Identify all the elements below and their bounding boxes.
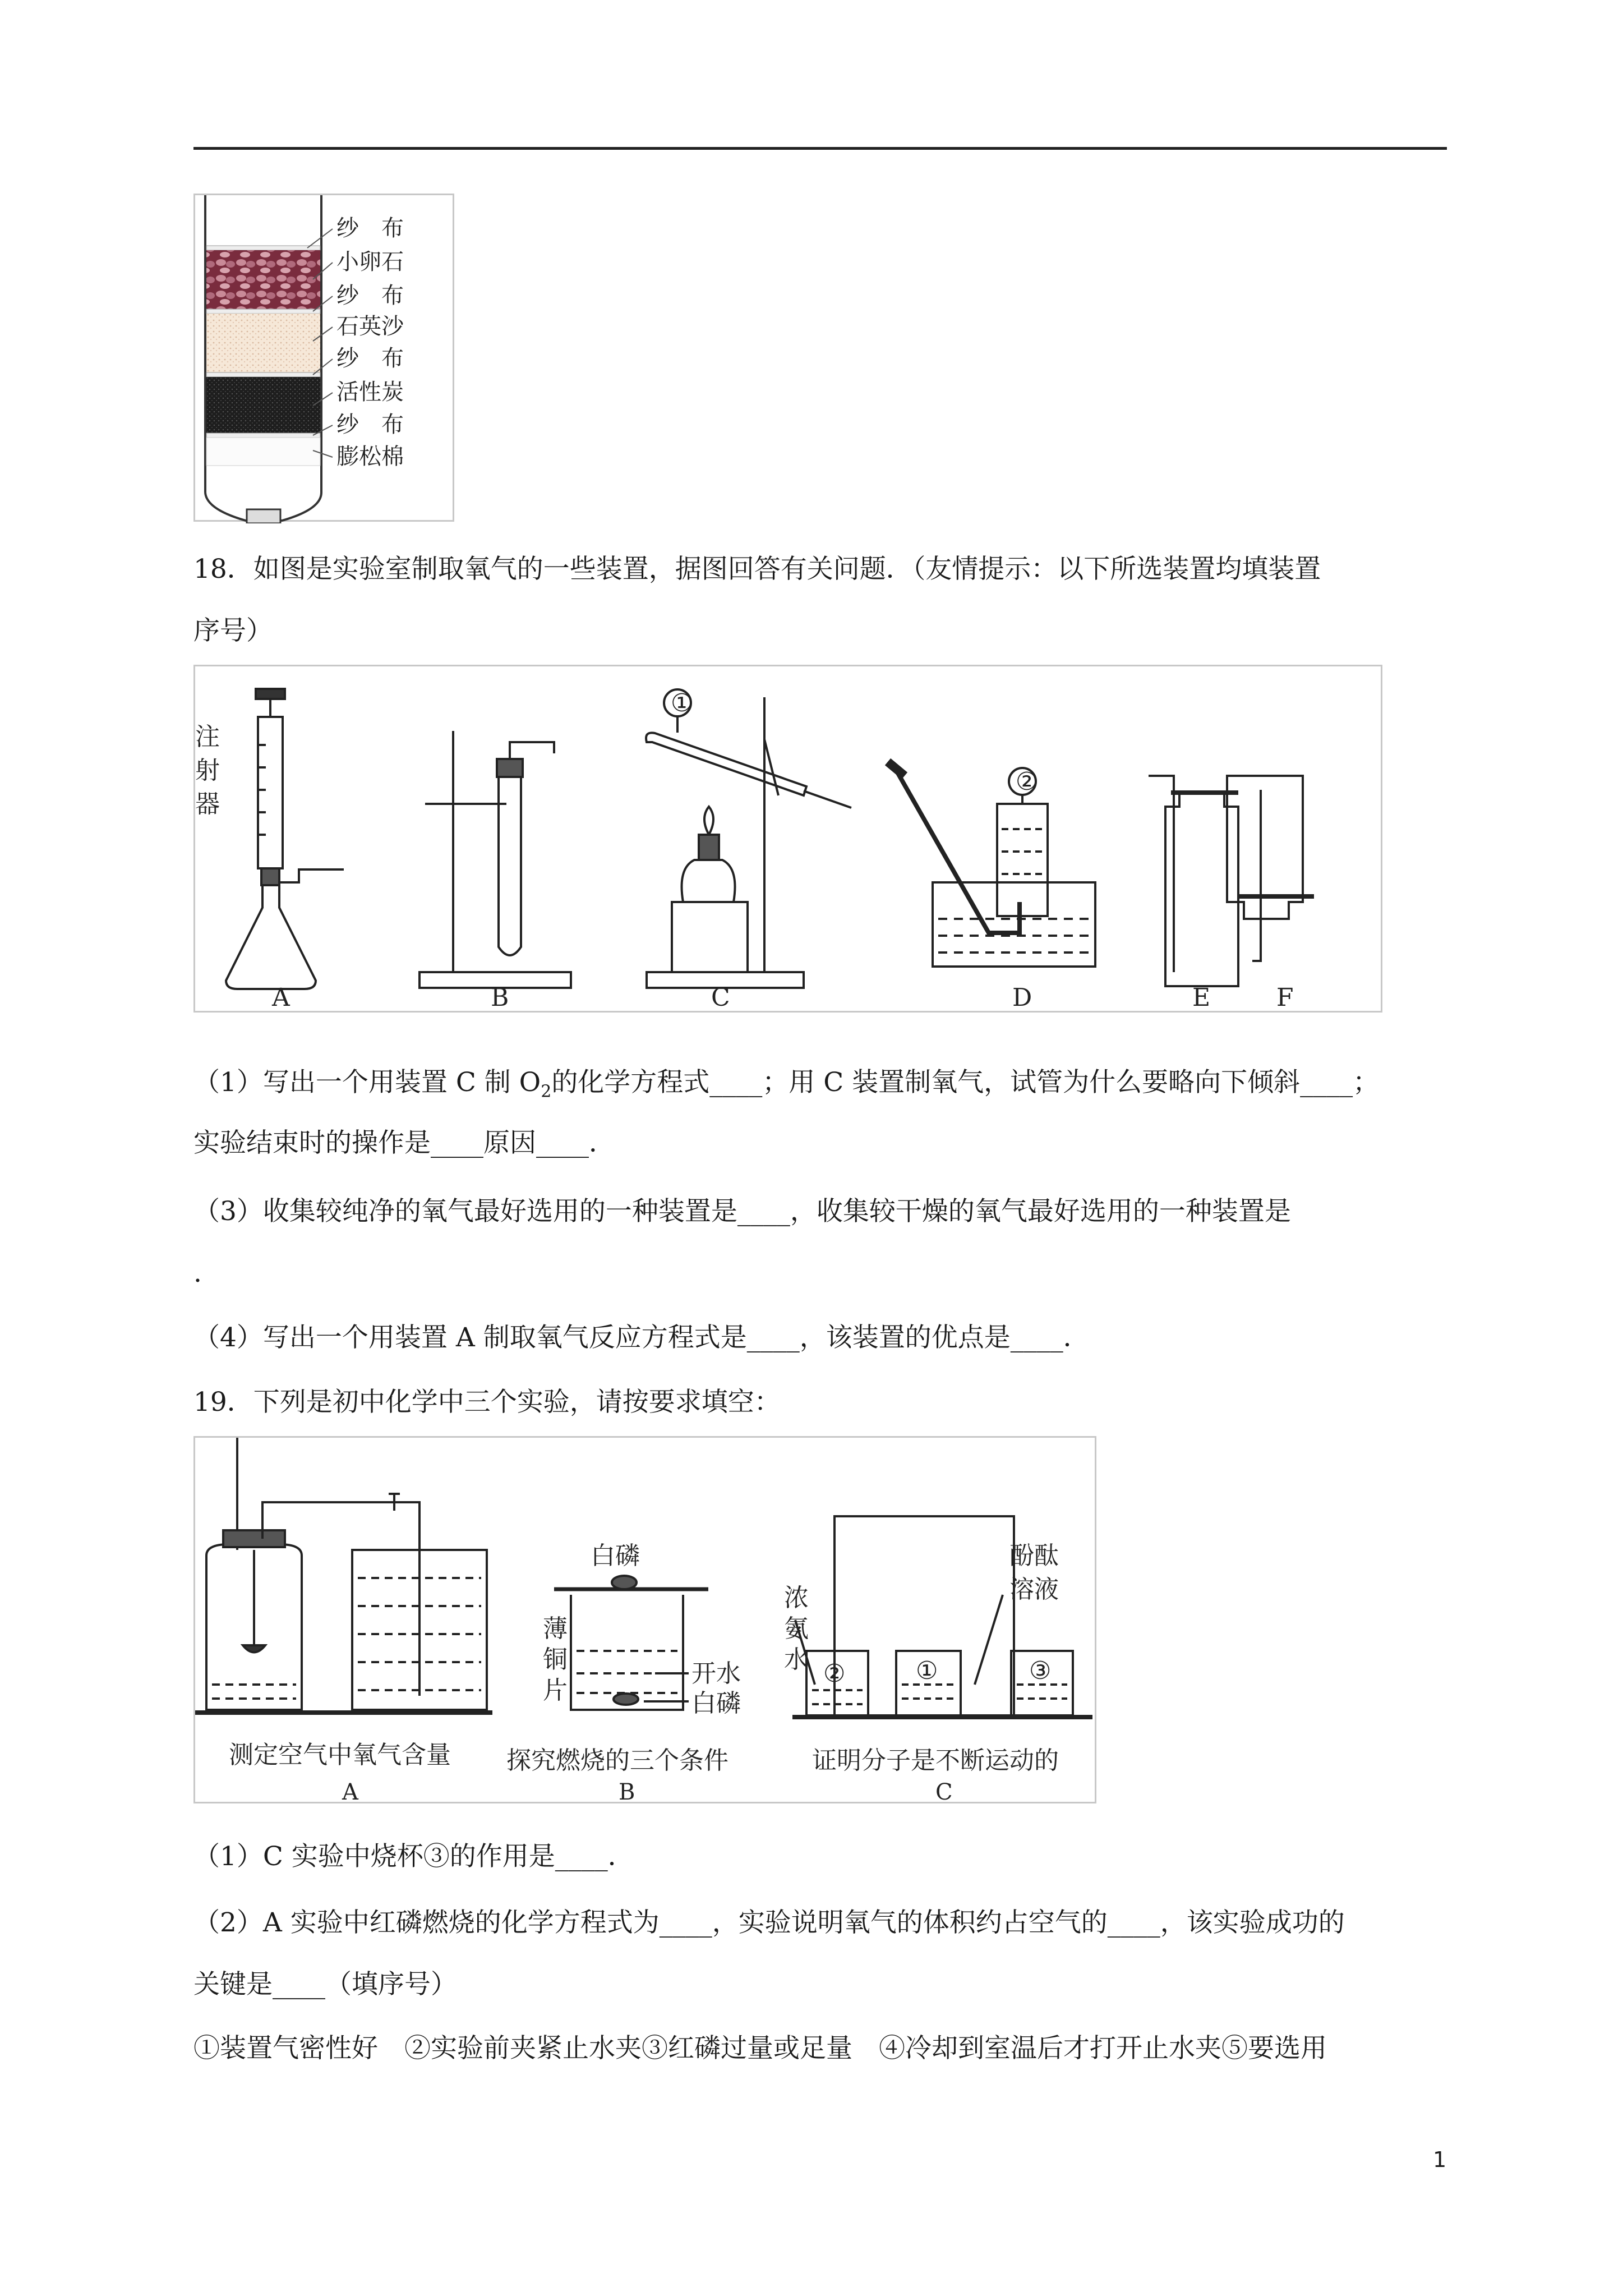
apparatus-letter-c: C bbox=[711, 983, 730, 1012]
apparatus-letter-f: F bbox=[1276, 983, 1294, 1012]
filter-label: 纱 布 bbox=[336, 283, 404, 309]
apparatus-letter-a: A bbox=[272, 983, 290, 1012]
b-white-phosphorus-bottom: 白磷 bbox=[691, 1689, 741, 1718]
page-number: 1 bbox=[1433, 2147, 1447, 2172]
c-ammonia-char: 氨 bbox=[784, 1614, 809, 1643]
q18-sub3-line1: （3）收集较纯净的氧气最好选用的一种装置是____，收集较干燥的氧气最好选用的一种装置是 bbox=[193, 1196, 1291, 1227]
apparatus-letter-e: E bbox=[1192, 983, 1211, 1012]
c-ammonia-char: 水 bbox=[784, 1645, 809, 1674]
q19-title: 19．下列是初中化学中三个实验，请按要求填空： bbox=[193, 1387, 781, 1418]
c-phenolphthalein-line: 酚酞 bbox=[1009, 1542, 1059, 1570]
syringe-label-char: 器 bbox=[195, 790, 220, 818]
c-ammonia-char: 浓 bbox=[784, 1584, 809, 1612]
q18-sub3-line2: . bbox=[193, 1258, 202, 1289]
b-hot-water-label: 开水 bbox=[691, 1659, 741, 1688]
q19-options: ①装置气密性好 ②实验前夹紧止水夹③红磷过量或足量 ④冷却到室温后才打开止水夹⑤要选用 bbox=[193, 2033, 1327, 2064]
syringe-label-char: 注 bbox=[195, 723, 220, 751]
c-beaker-mark: ③ bbox=[1029, 1657, 1052, 1685]
c-beaker-mark: ① bbox=[916, 1657, 938, 1685]
b-copper-char: 薄 bbox=[543, 1614, 568, 1643]
caption-c: 证明分子是不断运动的 bbox=[812, 1746, 1059, 1775]
apparatus-letter-d: D bbox=[1012, 983, 1032, 1012]
q18-line2: 序号） bbox=[193, 615, 273, 646]
experiment-letter-b: B bbox=[619, 1779, 635, 1805]
q19-sub2-line1: （2）A 实验中红磷燃烧的化学方程式为____，实验说明氧气的体积约占空气的____，该实验成功的 bbox=[193, 1907, 1345, 1938]
filter-label: 纱 布 bbox=[336, 215, 404, 241]
experiment-letter-c: C bbox=[935, 1779, 953, 1805]
mark-circle-1: ① bbox=[671, 689, 693, 717]
q19-sub2-line2: 关键是____（填序号） bbox=[193, 1969, 457, 2000]
filter-label: 纱 布 bbox=[336, 346, 404, 371]
experiment-letter-a: A bbox=[342, 1779, 358, 1805]
q18-sub1-line1 bbox=[193, 1066, 1379, 1108]
caption-b: 探究燃烧的三个条件 bbox=[506, 1746, 728, 1775]
q19-sub1: （1）C 实验中烧杯③的作用是____． bbox=[193, 1841, 634, 1872]
b-white-phosphorus-top: 白磷 bbox=[591, 1542, 640, 1570]
q18-sub1-text-a: （1）写出一个用装置 C 制 O bbox=[193, 1067, 541, 1098]
q18-sub1-line2: 实验结束时的操作是____原因____． bbox=[193, 1128, 615, 1158]
mark-circle-2: ② bbox=[1016, 767, 1038, 796]
q18-subscript: 2 bbox=[541, 1082, 552, 1102]
caption-a: 测定空气中氧气含量 bbox=[229, 1741, 451, 1769]
header-rule bbox=[193, 147, 1447, 150]
oxygen-apparatus-figure bbox=[193, 665, 1382, 1013]
c-beaker-mark: ② bbox=[823, 1659, 846, 1688]
filter-label: 石英沙 bbox=[336, 314, 404, 339]
b-copper-char: 铜 bbox=[543, 1645, 568, 1674]
b-copper-char: 片 bbox=[543, 1676, 568, 1705]
c-phenolphthalein-line: 溶液 bbox=[1009, 1575, 1059, 1604]
filter-label: 小卵石 bbox=[336, 249, 404, 275]
syringe-label-char: 射 bbox=[195, 756, 220, 785]
filter-label: 膨松棉 bbox=[336, 444, 404, 470]
water-filter-figure bbox=[193, 194, 454, 522]
apparatus-letter-b: B bbox=[491, 983, 509, 1012]
q18-line1: 18．如图是实验室制取氧气的一些装置，据图回答有关问题．（友情提示：以下所选装置均填装置 bbox=[193, 554, 1321, 585]
three-experiments-figure bbox=[193, 1436, 1096, 1803]
q18-sub4: （4）写出一个用装置 A 制取氧气反应方程式是____，该装置的优点是____． bbox=[193, 1322, 1090, 1353]
q18-sub1-text-b: 的化学方程式____；用 C 装置制氧气，试管为什么要略向下倾斜____； bbox=[551, 1067, 1380, 1098]
filter-label: 活性炭 bbox=[336, 379, 404, 405]
filter-label: 纱 布 bbox=[336, 412, 404, 438]
